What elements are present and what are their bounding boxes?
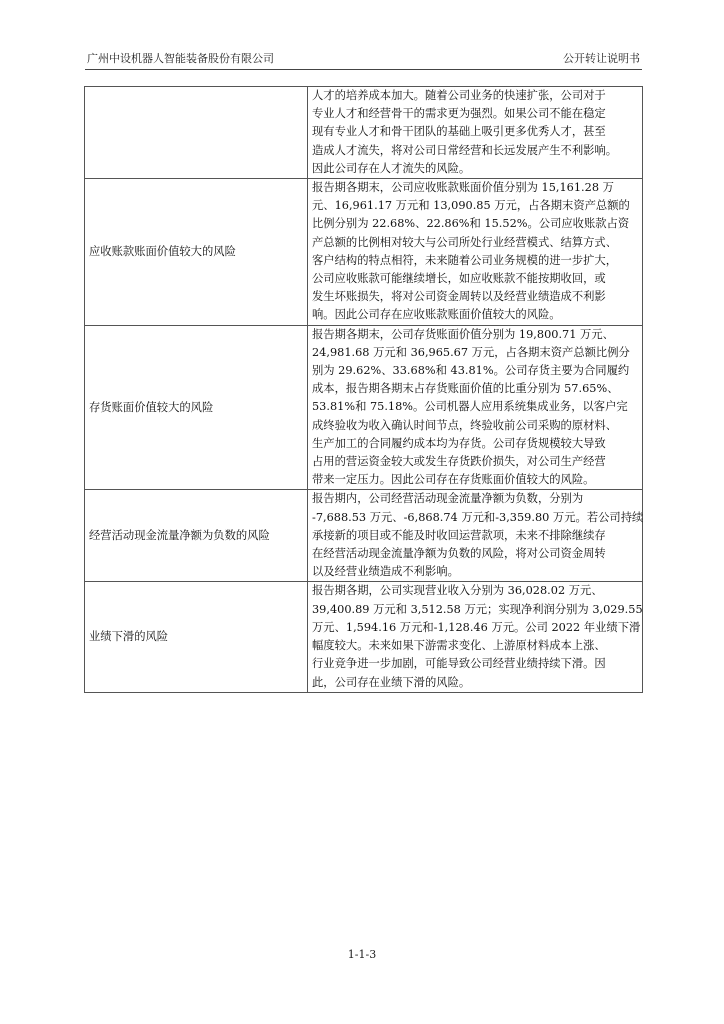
description-line: 承接新的项目或不能及时收回运营款项，未来不排除继续存	[312, 528, 606, 542]
risk-row	[85, 582, 643, 692]
description-line: 报告期各期末，公司应收账款账面价值分别为 15,161.28 万	[312, 181, 614, 195]
description-line: 带来一定压力。因此公司存在存货账面价值较大的风险。	[312, 473, 595, 487]
description-line: 53.81%和 75.18%。公司机器人应用系统集成业务，以客户完	[312, 400, 628, 414]
risk-description	[308, 490, 643, 582]
page-header	[85, 49, 642, 70]
risk-name	[85, 87, 308, 179]
risk-description	[308, 179, 643, 326]
risk-name: 经营活动现金流量净额为负数的风险	[85, 490, 308, 582]
description-line: 行业竞争进一步加剧，可能导致公司经营业绩持续下滑。因	[312, 657, 606, 671]
risk-description	[308, 582, 643, 692]
description-line: 造成人才流失，将对公司日常经营和长远发展产生不利影响。	[312, 143, 618, 157]
risk-table	[84, 86, 643, 693]
description-line: 生产加工的合同履约成本均为存货。公司存货规模较大导致	[312, 436, 606, 450]
document-type: 公开转让说明书	[563, 52, 640, 65]
description-line: 现有专业人才和骨干团队的基础上吸引更多优秀人才，甚至	[312, 125, 606, 139]
description-line: 报告期各期，公司实现营业收入分别为 36,028.02 万元、	[312, 584, 603, 598]
risk-row	[85, 179, 643, 326]
description-line: 响。因此公司存在应收账款账面价值较大的风险。	[312, 308, 561, 322]
description-line: 万元、1,594.16 万元和-1,128.46 万元。公司 2022 年业绩下滑	[312, 620, 641, 634]
risk-name: 存货账面价值较大的风险	[85, 325, 308, 490]
description-line: 24,981.68 万元和 36,965.67 万元，占各期末资产总额比例分	[312, 345, 630, 359]
description-line: 占用的营运资金较大或发生存货跌价损失，对公司生产经营	[312, 455, 606, 469]
description-line: -7,688.53 万元、-6,868.74 万元和-3,359.80 万元。若公司持续	[312, 510, 644, 524]
description-line: 因此公司存在人才流失的风险。	[312, 161, 471, 175]
description-line: 此，公司存在业绩下滑的风险。	[312, 675, 471, 689]
risk-name: 应收账款账面价值较大的风险	[85, 179, 308, 326]
risk-row	[85, 490, 643, 582]
description-line: 在经营活动现金流量净额为负数的风险，将对公司资金周转	[312, 547, 606, 561]
risk-row	[85, 87, 643, 179]
description-line: 别为 29.62%、33.68%和 43.81%。公司存货主要为合同履约	[312, 364, 630, 378]
description-line: 专业人才和经营骨干的需求更为强烈。如果公司不能在稳定	[312, 107, 606, 121]
description-line: 报告期内，公司经营活动现金流量净额为负数，分别为	[312, 492, 584, 506]
description-line: 成本，报告期各期末占存货账面价值的比重分别为 57.65%、	[312, 382, 619, 396]
risk-description	[308, 87, 643, 179]
company-name: 广州中设机器人智能装备股份有限公司	[87, 52, 274, 65]
description-line: 公司应收账款可能继续增长，如应收账款不能按期收回，或	[312, 272, 606, 286]
risk-name: 业绩下滑的风险	[85, 582, 308, 692]
description-line: 报告期各期末，公司存货账面价值分别为 19,800.71 万元、	[312, 327, 614, 341]
page-number: 1-1-3	[347, 948, 377, 961]
description-line: 39,400.89 万元和 3,512.58 万元；实现净利润分别为 3,029.55	[312, 602, 643, 616]
description-line: 发生坏账损失，将对公司资金周转以及经营业绩造成不利影	[312, 290, 606, 304]
description-line: 元、16,961.17 万元和 13,090.85 万元，占各期末资产总额的	[312, 199, 630, 213]
description-line: 以及经营业绩造成不利影响。	[312, 565, 459, 579]
risk-description	[308, 325, 643, 490]
description-line: 客户结构的特点相符，未来随着公司业务规模的进一步扩大，	[312, 253, 618, 267]
risk-row	[85, 325, 643, 490]
description-line: 人才的培养成本加大。随着公司业务的快速扩张，公司对于	[312, 89, 606, 102]
description-line: 比例分别为 22.68%、22.86%和 15.52%。公司应收账款占资	[312, 217, 630, 231]
description-line: 幅度较大。未来如果下游需求变化、上游原材料成本上涨、	[312, 639, 606, 653]
description-line: 成终验收为收入确认时间节点，终验收前公司采购的原材料、	[312, 418, 618, 432]
description-line: 产总额的比例相对较大与公司所处行业经营模式、结算方式、	[312, 235, 618, 249]
